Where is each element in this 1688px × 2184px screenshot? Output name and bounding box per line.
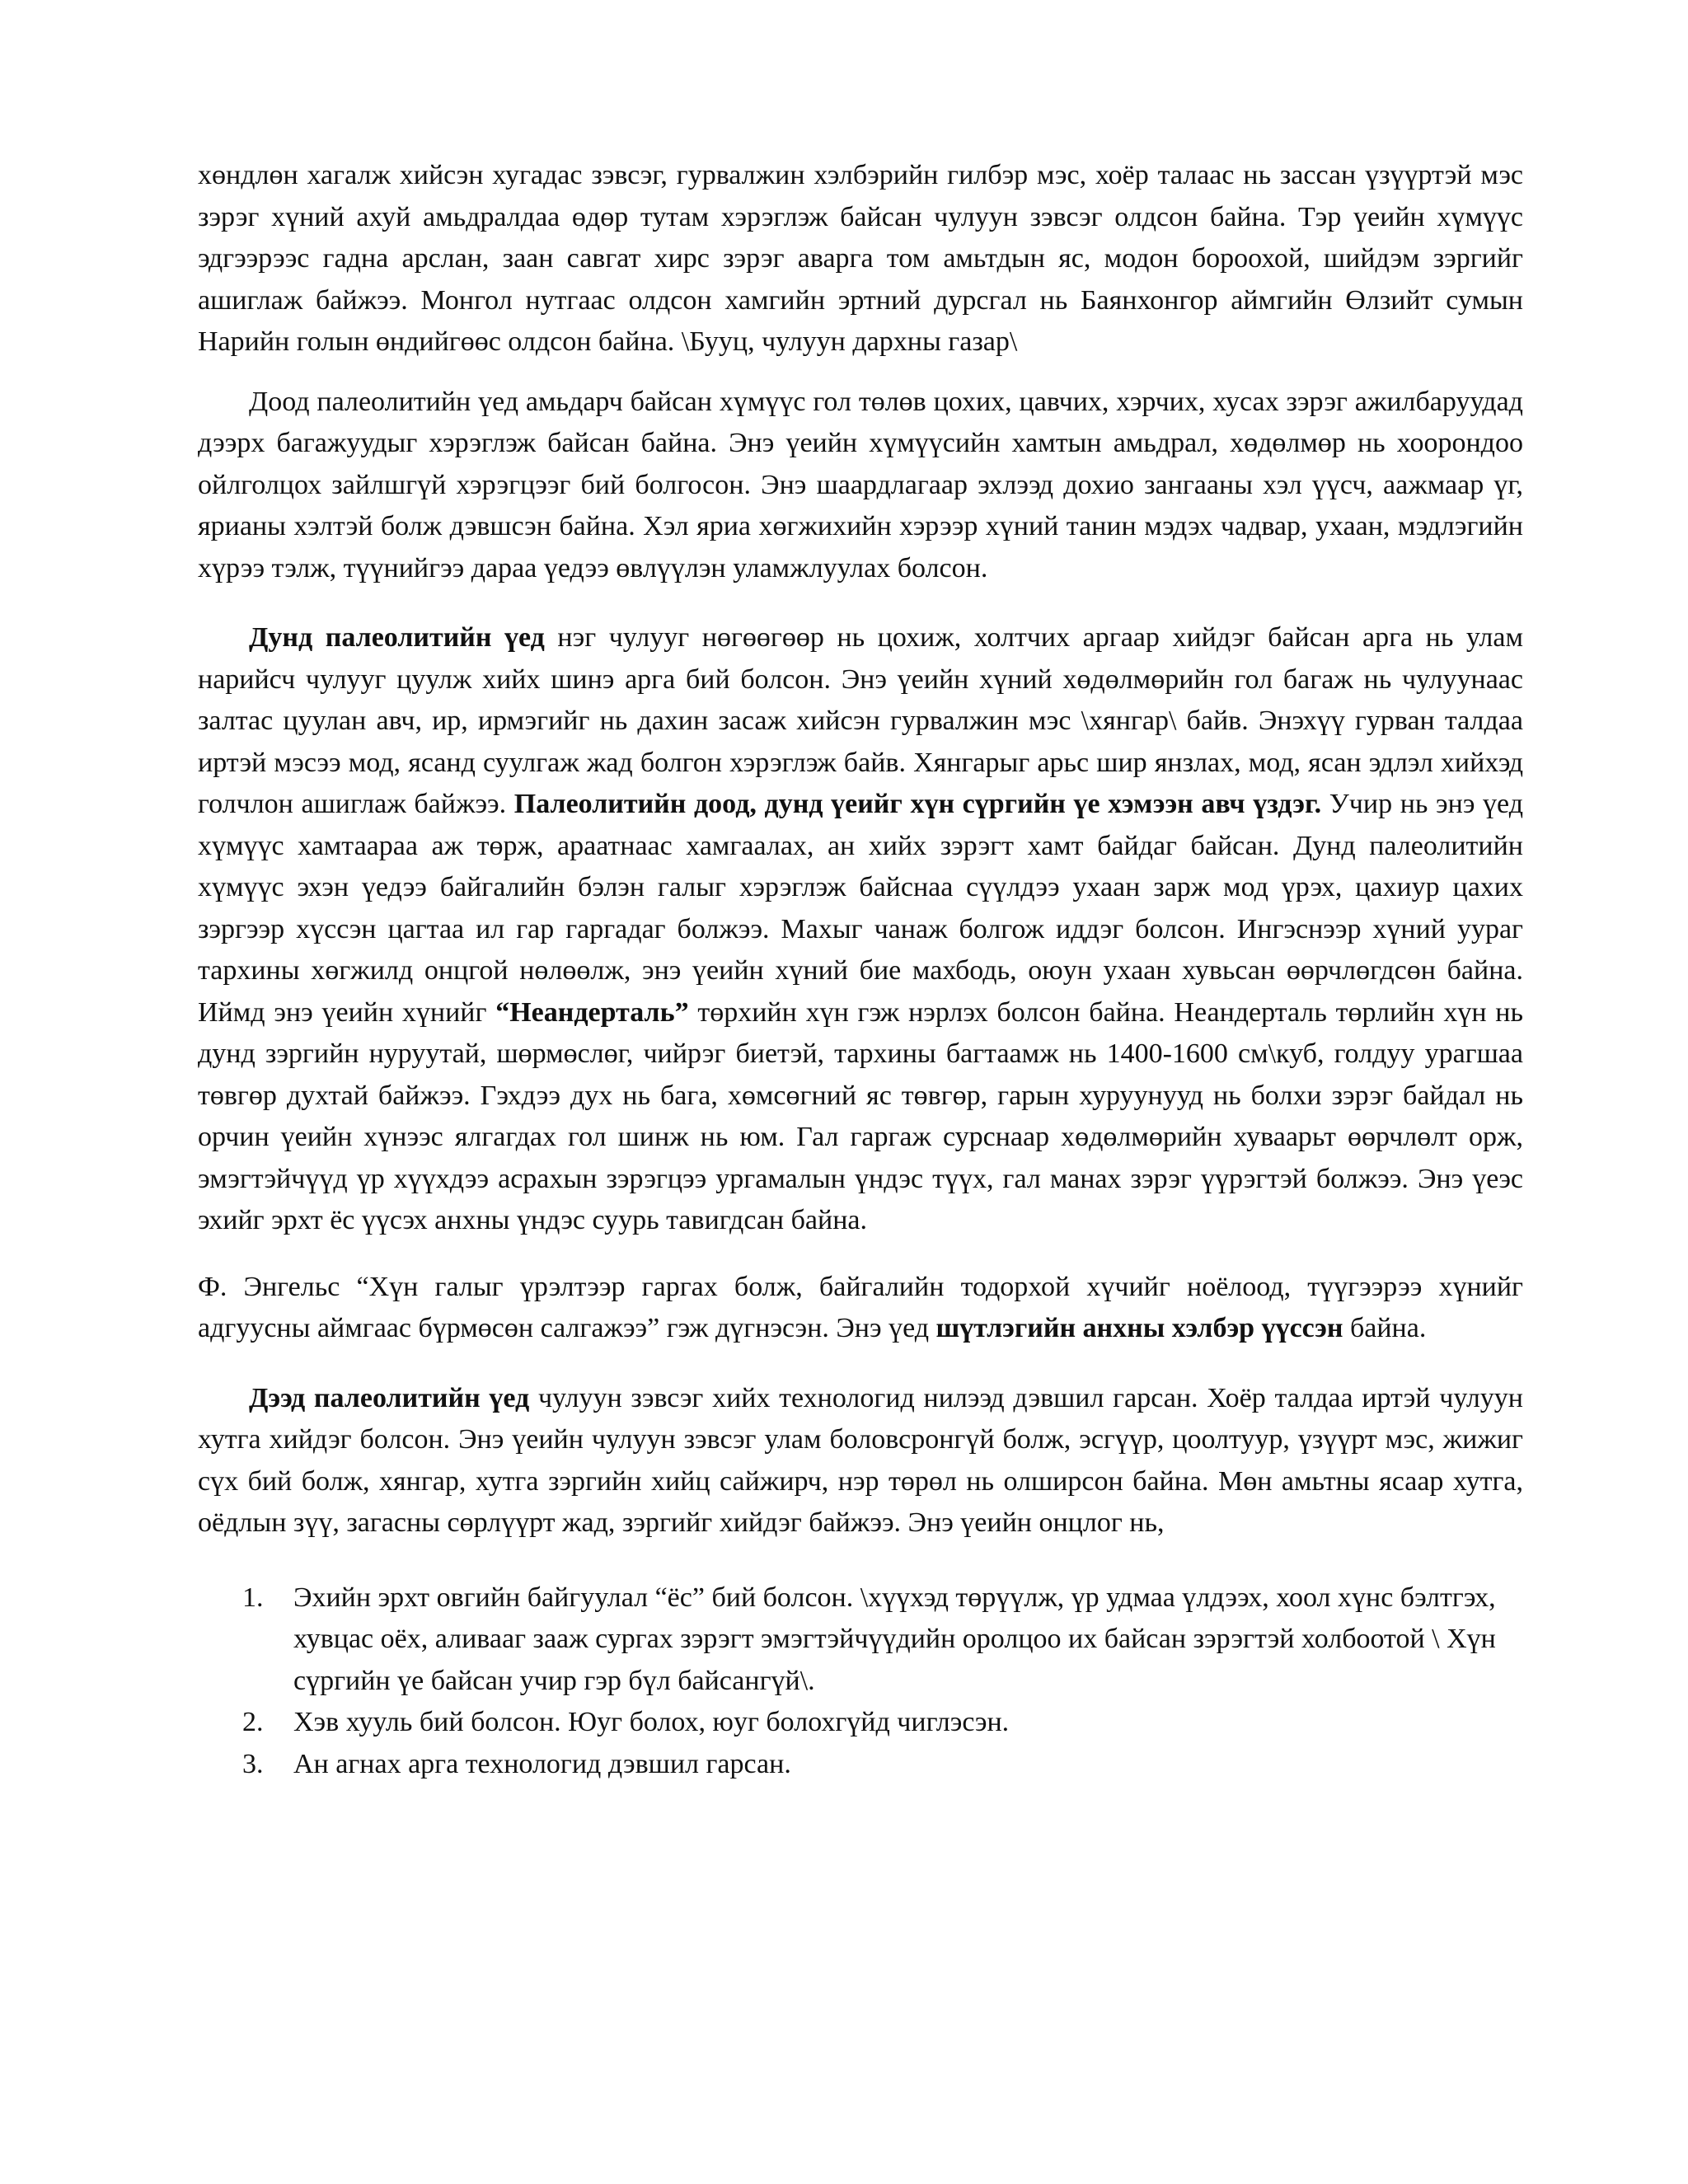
list-item: [198, 1702, 1523, 1744]
list-item-number: 3.: [242, 1748, 264, 1779]
document-body: [198, 155, 1523, 1785]
term-middle-paleolithic: Дунд палеолитийн үед: [249, 622, 545, 653]
term-neanderthal: “Неандерталь”: [495, 996, 689, 1028]
paragraph-3-text-2: Учир нь энэ үед хүмүүс хамтаараа аж төрж, араатнаас хамгаалах, ан хийх зэрэгт хамт байдаг байсан. Дунд палеолитийн хүмүүс эхэн үедээ байгалийн бэлэн галыг хэрэглэж байснаа сүүлдээ ухаан зарж мод үрэх, цахиур цахих зэргээр хүссэн цагтаа ил гар гаргадаг болжээ. Махыг чанаж болгож иддэг болсон. Ингэснээр хүний уураг тархины хөгжилд онцгой нөлөөлж, энэ үеийн хүний бие махбодь, оюун ухаан хувьсан өөрчлөгдсөн байна. Иймд энэ үеийн хүнийг: [198, 789, 1523, 1028]
emphasis-first-worship: шүтлэгийн анхны хэлбэр үүссэн: [935, 1313, 1343, 1343]
paragraph-4-text-2: байна.: [1343, 1313, 1427, 1343]
list-item-number: 1.: [242, 1582, 264, 1613]
term-upper-paleolithic: Дээд палеолитийн үед: [249, 1382, 530, 1413]
paragraph-4-text-1: Ф. Энгельс “Хүн галыг үрэлтээр гаргах болж, байгалийн тодорхой хүчийг ноёлоод, түүгээрээ хүнийг адгуусны аймгаас бүрмөсөн салгажээ” гэж дүгнэсэн. Энэ үед: [198, 1271, 1523, 1343]
emphasis-herd-period: Палеолитийн доод, дунд үеийг хүн сүргийн үе хэмээн авч үздэг.: [513, 789, 1322, 819]
list-item-text: Эхийн эрхт овгийн байгуулал “ёс” бий болсон. \хүүхэд төрүүлж, үр удмаа үлдээх, хоол хүнс бэлтгэх, хувцас оёх, аливааг зааж сургах зэрэгт эмэгтэйчүүдийн оролцоо их байсан зэрэгтэй холбоотой \ Хүн сүргийн үе байсан учир гэр бүл байсангүй\.: [293, 1582, 1496, 1696]
list-item: [198, 1577, 1523, 1703]
list-item-text: Ан агнах арга технологид дэвшил гарсан.: [293, 1748, 791, 1779]
list-item-text: Хэв хууль бий болсон. Юуг болох, юуг болохгүйд чиглэсэн.: [293, 1707, 1010, 1737]
paragraph-3-text-3: төрхийн хүн гэж нэрлэх болсон байна. Неандерталь төрлийн хүн нь дунд зэргийн нуруутай, шөрмөслөг, чийрэг биетэй, тархины багтаамж нь 1400-1600 см\куб, голдуу урагшаа төвгөр духтай байжээ. Гэхдээ дух нь бага, хөмсөгний яс төвгөр, гарын хуруунууд нь болхи зэрэг байдал нь орчин үеийн хүнээс ялгагдах гол шинж нь юм. Гал гаргаж сурснаар хөдөлмөрийн хуваарьт өөрчлөлт орж, эмэгтэйчүүд үр хүүхдээ асрахын зэрэгцээ ургамалын үндэс түүх, гал манах зэрэг үүрэгтэй болжээ. Энэ үеэс эхийг эрхт ёс үүсэх анхны үндэс суурь тавигдсан байна.: [198, 996, 1523, 1235]
list-item: [198, 1744, 1523, 1786]
paragraph-4: [198, 1267, 1523, 1350]
paragraph-2: Доод палеолитийн үед амьдарч байсан хүмүүс гол төлөв цохих, цавчих, хэрчих, хусах зэрэг ажилбаруудад дээрх багажуудыг хэрэглэж байсан байна. Энэ үеийн хүмүүсийн хамтын амьдрал, хөдөлмөр нь хоорондоо ойлголцох зайлшгүй хэрэгцээг бий болгосон. Энэ шаардлагаар эхлээд дохио зангааны хэл үүсч, аажмаар үг, ярианы хэлтэй болж дэвшсэн байна. Хэл яриа хөгжихийн хэрээр хүний танин мэдэх чадвар, ухаан, мэдлэгийн хүрээ тэлж, түүнийгээ дараа үедээ өвлүүлэн уламжлуулах болсон.: [198, 386, 1523, 583]
paragraph-3-text-1: нэг чулууг нөгөөгөөр нь цохиж, холтчих аргаар хийдэг байсан арга нь улам нарийсч чулууг цуулж хийх шинэ арга бий болсон. Энэ үеийн хүний хөдөлмөрийн гол багаж нь чулуунаас залтас цуулан авч, ир, ирмэгийг нь дахин засаж хийсэн гурвалжин мэс \хянгар\ байв. Энэхүү гурван талдаа иртэй мэсээ мод, ясанд суулгаж жад болгон хэрэглэж байв. Хянгарыг арьс шир янзлах, мод, ясан эдлэл хийхэд голчлон ашиглаж байжээ.: [198, 622, 1524, 819]
paragraph-1: хөндлөн хагалж хийсэн хугадас зэвсэг, гурвалжин хэлбэрийн гилбэр мэс, хоёр талаас нь зассан үзүүртэй мэс зэрэг хүний ахуй амьдралдаа өдөр тутам хэрэглэж байсан чулуун зэвсэг олдсон байна. Тэр үеийн хүмүүс эдгээрээс гадна арслан, заан савгат хирс зэрэг аварга том амьтдын яс, модон бороохой, шийдэм зэргийг ашиглаж байжээ. Монгол нутгаас олдсон хамгийн эртний дурсгал нь Баянхонгор аймгийн Өлзийт сумын Нарийн голын өндийгөөс олдсон байна. \Бууц, чулуун дархны газар\: [198, 160, 1523, 357]
list-item-number: 2.: [242, 1707, 264, 1737]
features-list: [198, 1577, 1523, 1786]
paragraph-3: [198, 617, 1523, 1242]
paragraph-5-text: чулуун зэвсэг хийх технологид нилээд дэвшил гарсан. Хоёр талдаа иртэй чулуун хутга хийдэг болсон. Энэ үеийн чулуун зэвсэг улам боловсронгүй болж, эсгүүр, цоолтуур, үзүүрт мэс, жижиг сүх бий болж, хянгар, хутга зэргийн хийц сайжирч, нэр төрөл нь олширсон байна. Мөн амьтны ясаар хутга, оёдлын зүү, загасны сөрлүүрт жад, зэргийг хийдэг байжээ. Энэ үеийн онцлог нь,: [198, 1382, 1523, 1538]
paragraph-5: [198, 1378, 1523, 1544]
